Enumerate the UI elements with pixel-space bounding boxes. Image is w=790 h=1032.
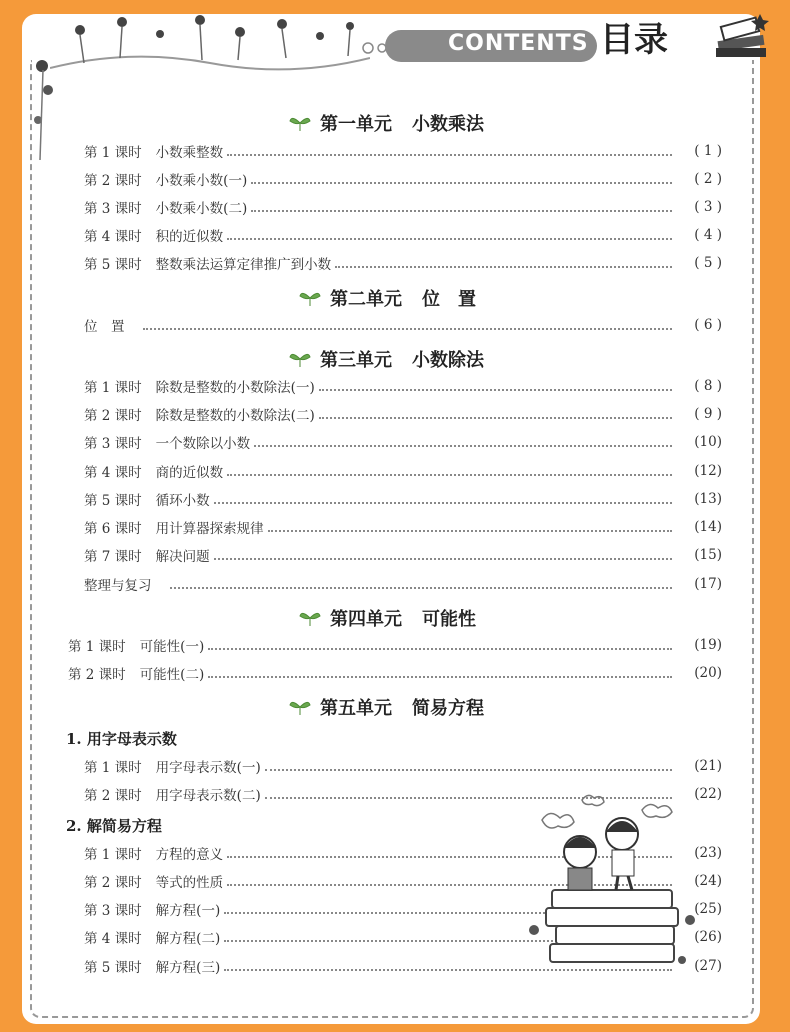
- toc-entry[interactable]: [68, 663, 722, 683]
- page-number: (19): [694, 637, 722, 653]
- unit-heading: [298, 285, 476, 311]
- unit-number: 第五单元: [320, 698, 392, 719]
- unit-heading: [288, 694, 484, 720]
- toc-entry[interactable]: [84, 404, 722, 424]
- toc-entry[interactable]: [84, 376, 722, 396]
- lesson-label: 第 2 课时: [84, 408, 142, 424]
- sprout-icon: [288, 351, 312, 367]
- dot-leader: [265, 761, 672, 771]
- dot-leader: [251, 174, 672, 184]
- dot-leader: [170, 579, 673, 589]
- toc-entry[interactable]: [68, 635, 722, 655]
- lesson-label: 第 3 课时: [84, 436, 142, 452]
- dot-leader: [251, 202, 672, 212]
- lesson-title: 除数是整数的小数除法(一): [155, 380, 315, 396]
- lesson-title: 解决问题: [155, 549, 210, 565]
- page-number: ( 5 ): [694, 255, 722, 271]
- page-number: (12): [694, 463, 722, 479]
- page-number: (15): [694, 547, 722, 563]
- toc-entry[interactable]: [84, 432, 722, 452]
- page-number: ( 1 ): [694, 143, 722, 159]
- sprout-icon: [298, 290, 322, 306]
- lesson-label: 位 置: [84, 319, 125, 335]
- toc-entry[interactable]: [84, 517, 722, 537]
- lesson-title: 整数乘法运算定律推广到小数: [155, 257, 332, 273]
- lesson-label: 第 1 课时: [84, 145, 142, 161]
- page-number: ( 2 ): [694, 171, 722, 187]
- lesson-label: 第 4 课时: [84, 931, 142, 947]
- unit-heading: [288, 110, 484, 136]
- dot-leader: [214, 494, 672, 504]
- lesson-label: 第 2 课时: [84, 788, 142, 804]
- toc-entry[interactable]: [84, 253, 722, 273]
- lesson-label: 第 1 课时: [84, 760, 142, 776]
- page-number: (13): [694, 491, 722, 507]
- toc-entry[interactable]: [84, 461, 722, 481]
- lesson-title: 除数是整数的小数除法(二): [155, 408, 315, 424]
- dot-leader: [227, 230, 672, 240]
- lesson-label: 第 6 课时: [84, 521, 142, 537]
- page-number: (25): [694, 901, 722, 917]
- dot-leader: [268, 522, 672, 532]
- lesson-label: 第 1 课时: [84, 380, 142, 396]
- toc-entry[interactable]: [84, 574, 722, 594]
- lesson-title: 解方程(二): [155, 931, 221, 947]
- lesson-label: 第 5 课时: [84, 257, 142, 273]
- lesson-label: 第 2 课时: [84, 875, 142, 891]
- page-number: (14): [694, 519, 722, 535]
- lesson-label: 第 3 课时: [84, 903, 142, 919]
- lesson-label: 第 3 课时: [84, 201, 142, 217]
- toc-entry[interactable]: [84, 545, 722, 565]
- lesson-title: 可能性(一): [139, 639, 205, 655]
- page-number: (21): [694, 758, 722, 774]
- dot-leader: [227, 466, 672, 476]
- unit-name: 简易方程: [412, 698, 484, 719]
- lesson-title: 方程的意义: [155, 847, 224, 863]
- dot-leader: [335, 258, 672, 268]
- unit-name: 可能性: [422, 609, 476, 630]
- subsection-heading: 1. 用字母表示数: [66, 730, 177, 748]
- toc-entry[interactable]: [84, 489, 722, 509]
- page-number: (20): [694, 665, 722, 681]
- lesson-title: 用字母表示数(一): [155, 760, 261, 776]
- contents-label: CONTENTS: [448, 31, 589, 56]
- lesson-label: 第 4 课时: [84, 465, 142, 481]
- floral-decoration-icon: [50, 8, 370, 78]
- toc-entry[interactable]: [84, 169, 722, 189]
- page-number: (22): [694, 786, 722, 802]
- lesson-title: 等式的性质: [155, 875, 224, 891]
- lesson-title: 积的近似数: [155, 229, 224, 245]
- lesson-title: 用计算器探索规律: [155, 521, 264, 537]
- sprout-icon: [288, 115, 312, 131]
- unit-number: 第四单元: [330, 609, 402, 630]
- lesson-title: 解方程(一): [155, 903, 221, 919]
- lesson-title: 一个数除以小数: [155, 436, 251, 452]
- side-floral-icon: [28, 60, 58, 170]
- lesson-label: 整理与复习: [84, 578, 152, 594]
- toc-entry[interactable]: [84, 315, 722, 335]
- lesson-title: 解方程(三): [155, 960, 221, 976]
- unit-name: 小数除法: [412, 350, 484, 371]
- page-number: ( 6 ): [694, 317, 722, 333]
- lesson-title: 小数乘小数(二): [155, 201, 248, 217]
- page-number: (10): [694, 434, 722, 450]
- page-number: (23): [694, 845, 722, 861]
- lesson-label: 第 5 课时: [84, 493, 142, 509]
- toc-entry[interactable]: [84, 141, 722, 161]
- toc-entry[interactable]: [84, 756, 722, 776]
- page-title: 目录: [600, 20, 668, 60]
- lesson-title: 小数乘小数(一): [155, 173, 248, 189]
- lesson-label: 第 2 课时: [84, 173, 142, 189]
- toc-entry[interactable]: [84, 225, 722, 245]
- unit-number: 第一单元: [320, 114, 392, 135]
- sprout-icon: [298, 610, 322, 626]
- dot-leader: [254, 437, 672, 447]
- unit-number: 第二单元: [330, 289, 402, 310]
- dot-leader: [319, 409, 672, 419]
- page-number: (26): [694, 929, 722, 945]
- lesson-label: 第 1 课时: [68, 639, 126, 655]
- page-number: ( 9 ): [694, 406, 722, 422]
- page-number: ( 4 ): [694, 227, 722, 243]
- page-number: (17): [694, 576, 722, 592]
- lesson-title: 可能性(二): [139, 667, 205, 683]
- page-number: ( 3 ): [694, 199, 722, 215]
- subsection-heading: 2. 解简易方程: [66, 817, 162, 835]
- lesson-title: 用字母表示数(二): [155, 788, 261, 804]
- unit-heading: [298, 605, 476, 631]
- lesson-title: 循环小数: [155, 493, 210, 509]
- dot-leader: [214, 550, 672, 560]
- unit-heading: [288, 346, 484, 372]
- unit-number: 第三单元: [320, 350, 392, 371]
- lesson-title: 商的近似数: [155, 465, 224, 481]
- kids-reading-illustration-icon: [522, 790, 702, 980]
- lesson-title: 小数乘整数: [155, 145, 224, 161]
- page-number: (24): [694, 873, 722, 889]
- unit-name: 小数乘法: [412, 114, 484, 135]
- toc-entry[interactable]: [84, 197, 722, 217]
- lesson-label: 第 1 课时: [84, 847, 142, 863]
- lesson-label: 第 7 课时: [84, 549, 142, 565]
- books-icon: [712, 10, 772, 60]
- unit-name: 位 置: [422, 289, 476, 310]
- lesson-label: 第 4 课时: [84, 229, 142, 245]
- sprout-icon: [288, 699, 312, 715]
- dot-leader: [208, 640, 672, 650]
- lesson-label: 第 2 课时: [68, 667, 126, 683]
- dot-leader: [319, 381, 672, 391]
- dot-leader: [227, 146, 672, 156]
- page-number: (27): [694, 958, 722, 974]
- dot-leader: [208, 668, 672, 678]
- lesson-label: 第 5 课时: [84, 960, 142, 976]
- dot-leader: [143, 320, 673, 330]
- page-number: ( 8 ): [694, 378, 722, 394]
